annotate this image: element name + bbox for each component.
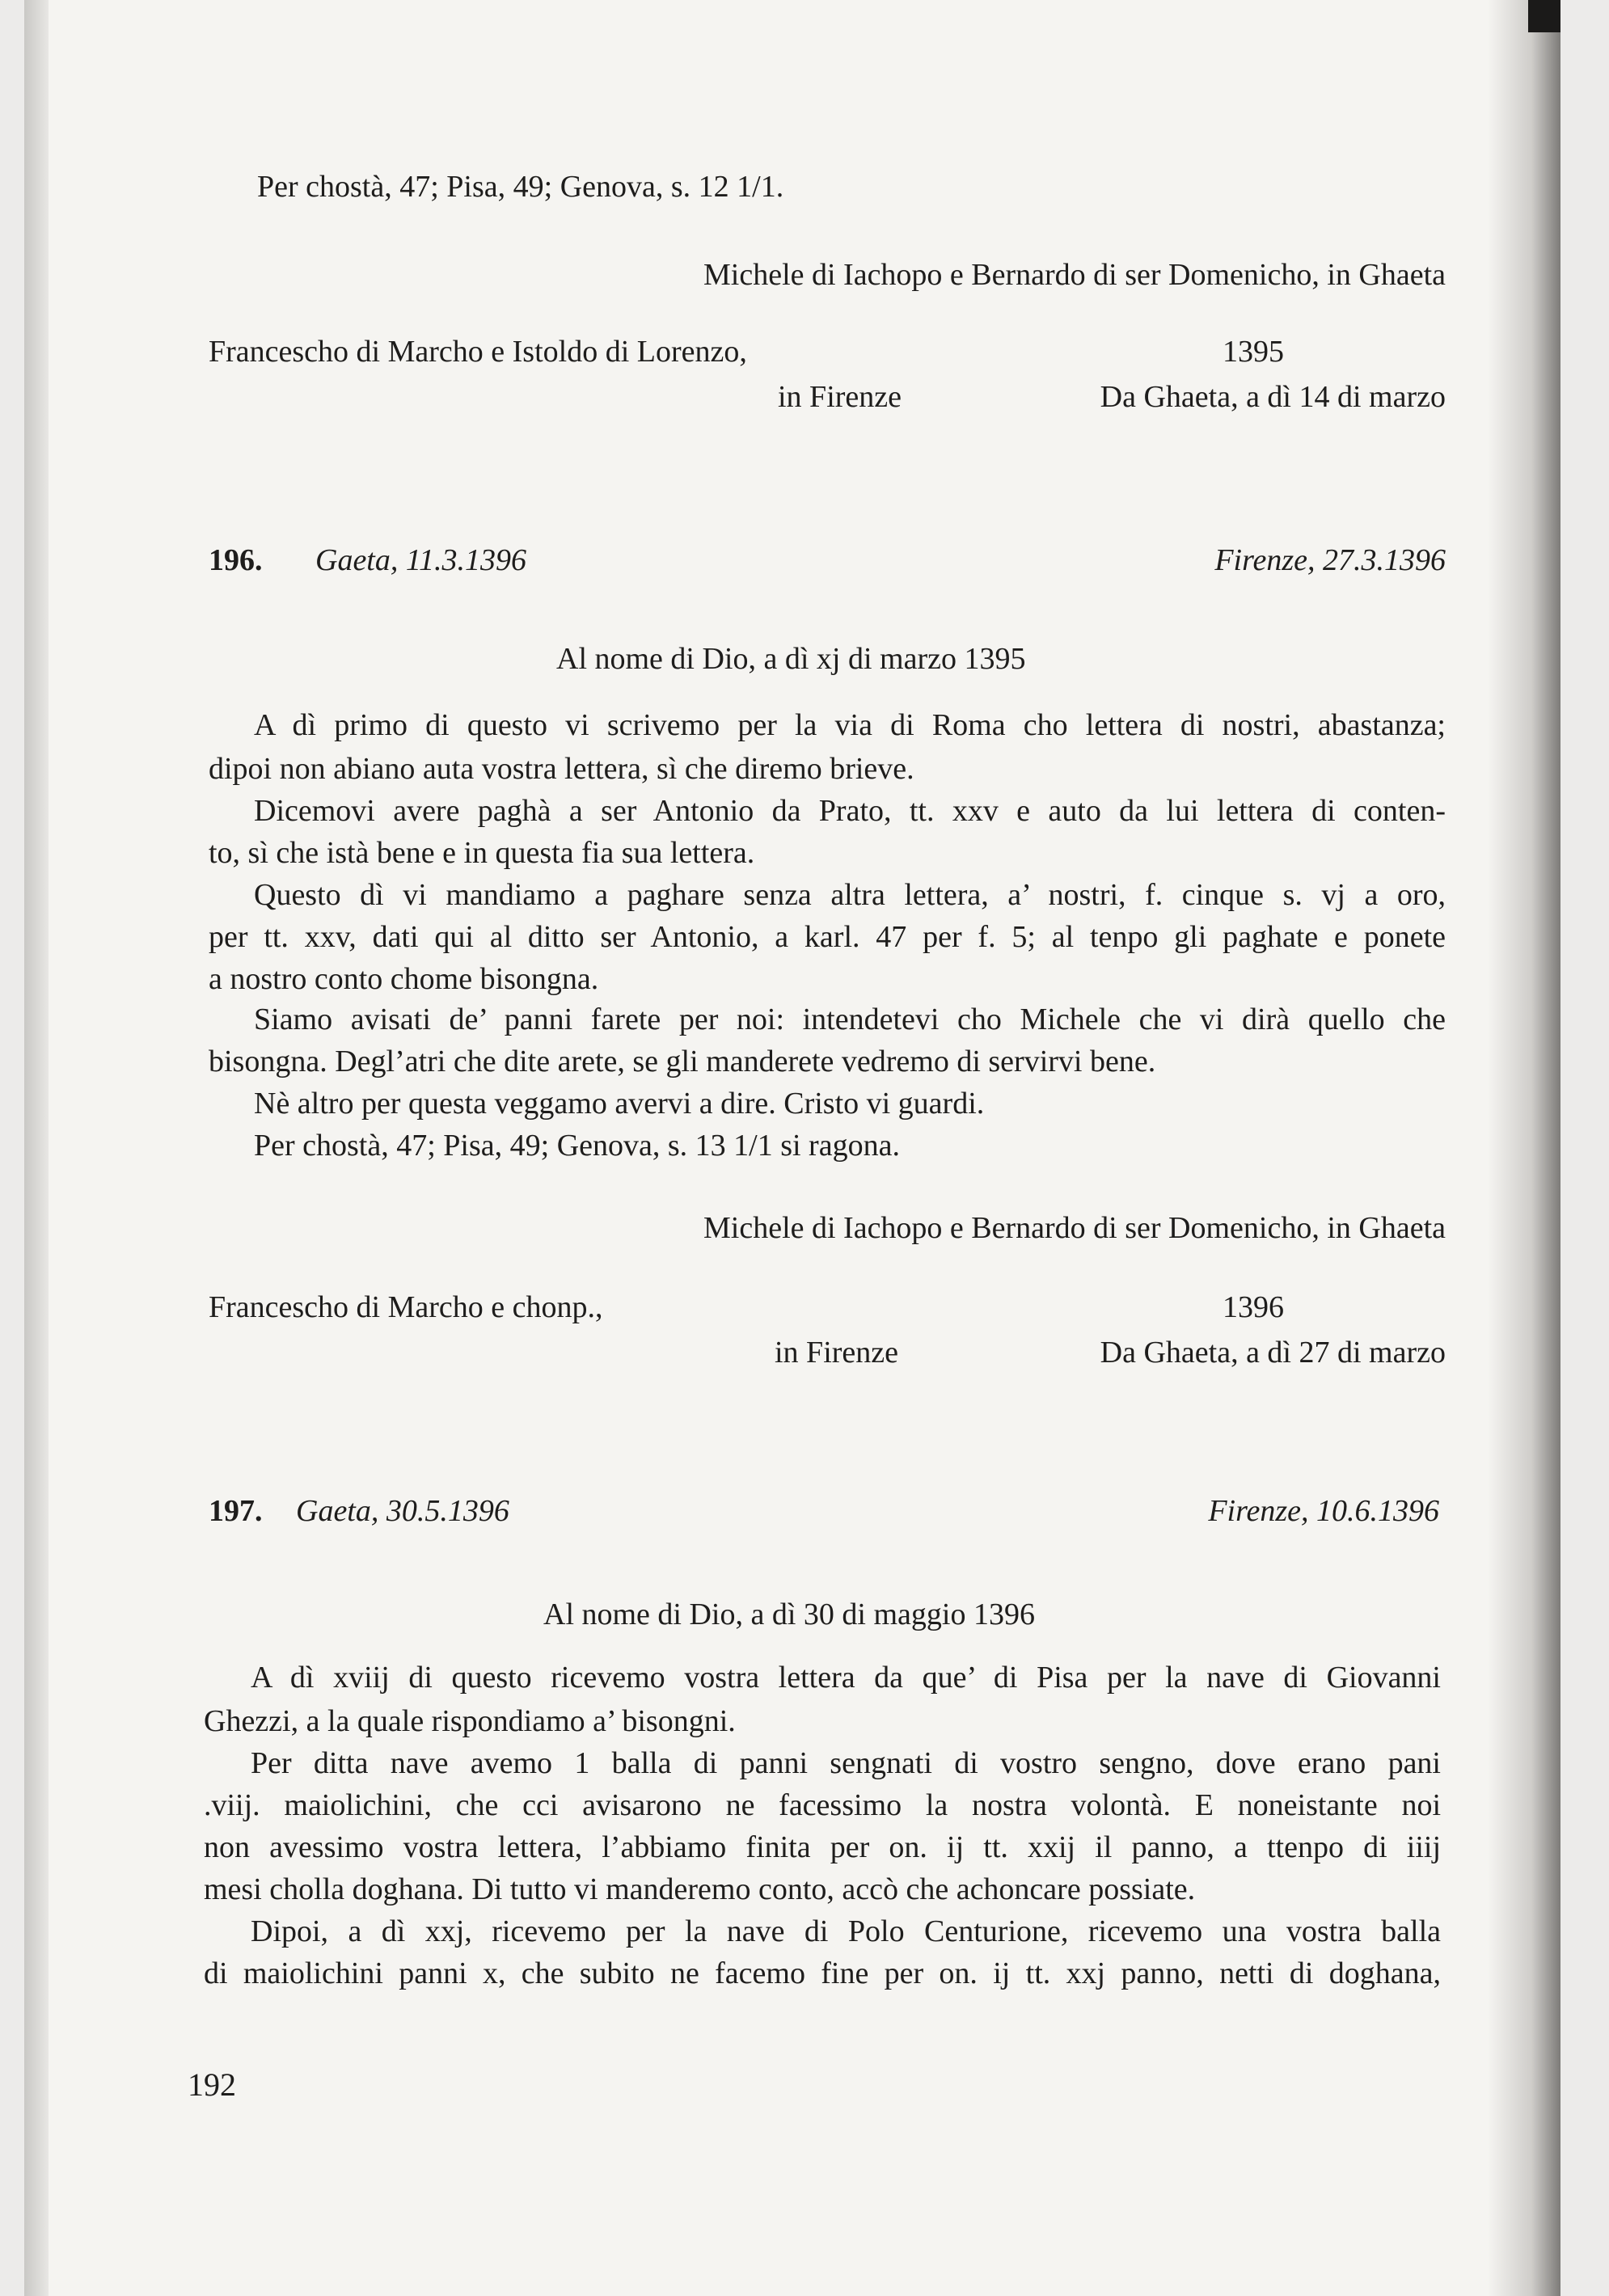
text-line: Ghezzi, a la quale rispondiamo a’ bisongni. xyxy=(204,1704,736,1738)
text-line: mesi cholla doghana. Di tutto vi manderemo conto, accò che achoncare possiate. xyxy=(204,1872,1196,1906)
letter-place: in Firenze xyxy=(778,380,902,414)
text-line: a nostro conto chome bisongna. xyxy=(209,962,599,996)
letter-date: Da Ghaeta, a dì 27 di marzo xyxy=(1100,1336,1446,1370)
letter-sender: Michele di Iachopo e Bernardo di ser Domenicho, in Ghaeta xyxy=(703,1211,1446,1245)
text-line: A dì primo di questo vi scrivemo per la via di Roma cho lettera di nostri, abastanza; xyxy=(254,708,1446,742)
letter-origin: Gaeta, 11.3.1396 xyxy=(315,543,527,577)
page-gutter xyxy=(1488,0,1560,2296)
text-line: non avessimo vostra lettera, l’abbiamo finita per on. ij tt. xxij il panno, a ttenpo di iiij xyxy=(204,1830,1441,1864)
letter-place: in Firenze xyxy=(775,1336,899,1370)
letter-year: 1395 xyxy=(1223,335,1284,369)
text-line: Per chostà, 47; Pisa, 49; Genova, s. 13 1/1 si ragona. xyxy=(254,1129,900,1163)
letter-addressee: Francescho di Marcho e chonp., xyxy=(209,1290,603,1324)
text-line: Dicemovi avere paghà a ser Antonio da Prato, tt. xxv e auto da lui lettera di conten- xyxy=(254,794,1446,828)
text-line: bisongna. Degl’atri che dite arete, se gli manderete vedremo di servirvi bene. xyxy=(209,1045,1156,1078)
page-edge xyxy=(24,0,49,2296)
text-line: per tt. xxv, dati qui al ditto ser Antonio, a karl. 47 per f. 5; al tenpo gli paghate e ponete xyxy=(209,920,1446,954)
text-line: Dipoi, a dì xxj, ricevemo per la nave di Polo Centurione, ricevemo una vostra balla xyxy=(251,1914,1441,1948)
text-line: di maiolichini panni x, che subito ne facemo fine per on. ij tt. xxj panno, netti di doghana, xyxy=(204,1956,1441,1990)
text-line: A dì xviij di questo ricevemo vostra lettera da que’ di Pisa per la nave di Giovanni xyxy=(251,1661,1441,1695)
text-line: dipoi non abiano auta vostra lettera, sì che diremo brieve. xyxy=(209,752,914,786)
letter-number: 196. xyxy=(209,543,263,577)
text-line: Siamo avisati de’ panni farete per noi: intendetevi cho Michele che vi dirà quello che xyxy=(254,1002,1446,1036)
letter-year: 1396 xyxy=(1223,1290,1284,1324)
letter-heading: Al nome di Dio, a dì 30 di maggio 1396 xyxy=(543,1597,1035,1631)
letter-destination: Firenze, 10.6.1396 xyxy=(1208,1494,1439,1528)
text-line: .viij. maiolichini, che cci avisarono ne facessimo la nostra volontà. E noneistante noi xyxy=(204,1788,1441,1822)
text-line: Questo dì vi mandiamo a paghare senza altra lettera, a’ nostri, f. cinque s. vj a oro, xyxy=(254,878,1446,912)
letter-origin: Gaeta, 30.5.1396 xyxy=(296,1494,509,1528)
letter-number: 197. xyxy=(209,1494,263,1528)
book-binding xyxy=(1528,0,1560,32)
letter-addressee: Francescho di Marcho e Istoldo di Lorenzo, xyxy=(209,335,747,369)
letter-destination: Firenze, 27.3.1396 xyxy=(1214,543,1446,577)
text-line: Nè altro per questa veggamo avervi a dire. Cristo vi guardi. xyxy=(254,1087,985,1121)
letter-date: Da Ghaeta, a dì 14 di marzo xyxy=(1100,380,1446,414)
letter-heading: Al nome di Dio, a dì xj di marzo 1395 xyxy=(556,642,1026,676)
page-number: 192 xyxy=(188,2066,236,2103)
text-line: to, sì che istà bene e in questa fia sua lettera. xyxy=(209,836,755,870)
text-line: Per chostà, 47; Pisa, 49; Genova, s. 12 1/1. xyxy=(257,170,784,204)
text-line: Per ditta nave avemo 1 balla di panni sengnati di vostro sengno, dove erano pani xyxy=(251,1746,1441,1780)
letter-sender: Michele di Iachopo e Bernardo di ser Domenicho, in Ghaeta xyxy=(703,258,1446,292)
